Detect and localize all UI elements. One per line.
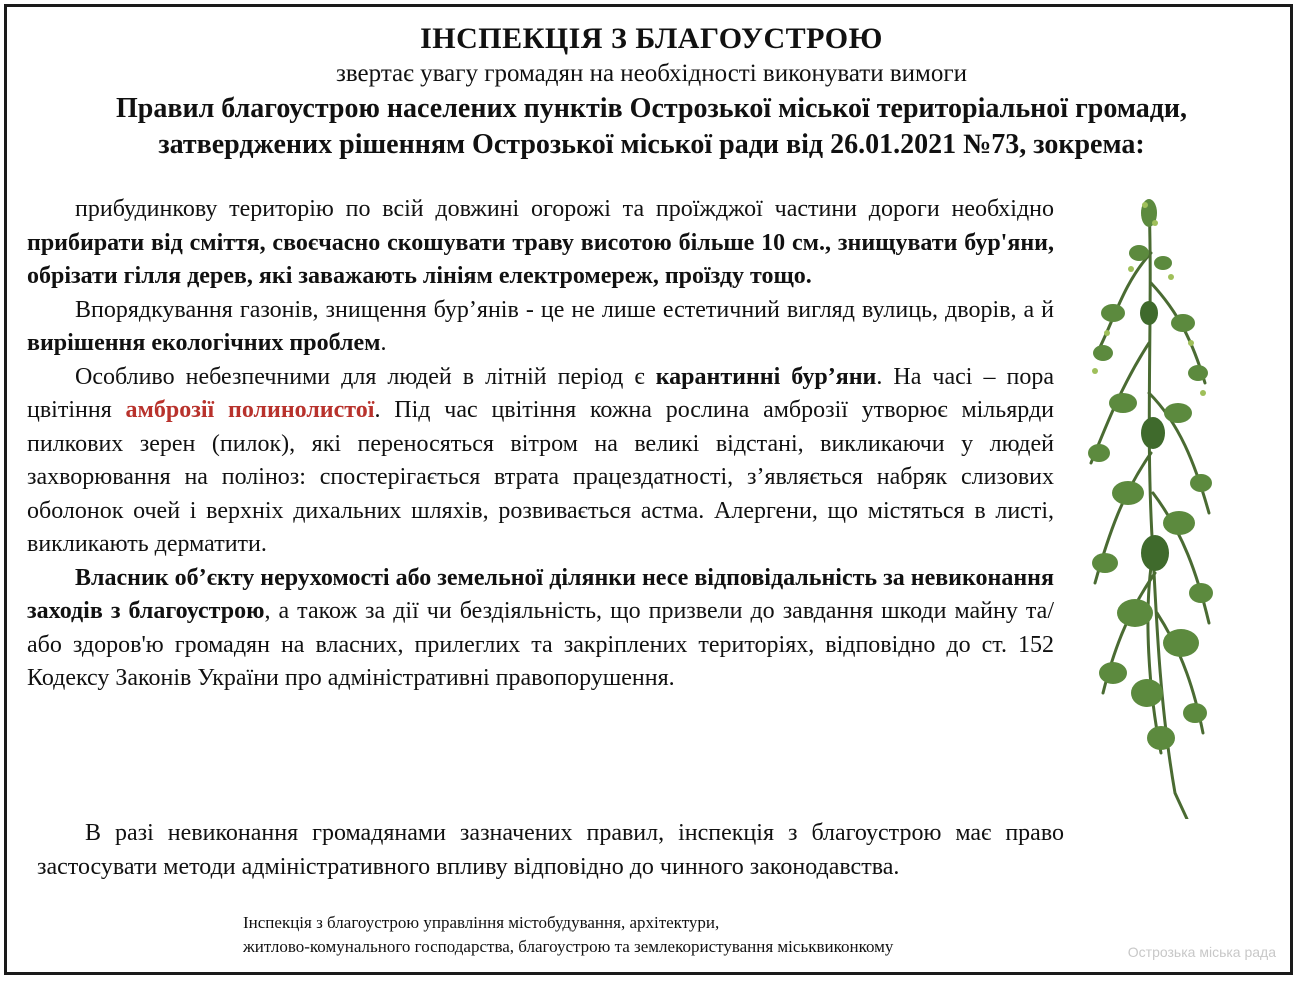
watermark-text: Острозька міська рада — [1127, 944, 1276, 960]
notice-closing — [37, 817, 1064, 884]
notice-header — [7, 21, 1296, 163]
paragraph-ragweed — [27, 361, 1054, 562]
notice-subtitle: звертає увагу громадян на необхідності виконувати вимоги — [336, 60, 967, 87]
paragraph-lawns-bold: вирішення екологічних проблем — [27, 330, 381, 356]
notice-body — [27, 193, 1054, 696]
paragraph-territory-bold: прибирати від сміття, своєчасно скошувати траву висотою більше 10 см., знищувати бур'яни, обрізати гілля дерев, які заважають лініям електромереж, проїзду тощо. — [27, 229, 1054, 289]
paragraph-lawns — [27, 294, 1054, 361]
rules-reference-line-2: затверджених рішенням Острозької міської ради від 26.01.2021 №73, зокрема: — [158, 129, 1145, 160]
paragraph-ragweed-text-1: Особливо небезпечними для людей в літній період є — [75, 363, 656, 390]
quarantine-weeds-bold: карантинні бур’яни — [655, 363, 877, 390]
paragraph-responsibility-bold: Власник об’єкту нерухомості або земельної ділянки несе відповідальність за невиконання заходів з благоустрою — [27, 564, 1054, 624]
signature-block — [243, 911, 893, 959]
paragraph-closing: В разі невиконання громадянами зазначених правил, інспекція з благоустрою має право застосувати методи адміністративного впливу відповідно до чинного законодавства. — [37, 820, 1064, 880]
paragraph-ragweed-text-3: . Під час цвітіння кожна рослина амброзії утворює мільярди пилкових зерен (пилок), які переносяться вітром на великі відстані, викликаючи у людей захворювання на поліноз: спостерігається втрата працездатності, з’являється набряк слизових оболонок очей і верхніх дихальних шляхів, розвивається астма. Алергени, що містяться в листі, викликають дерматити. — [27, 397, 1055, 557]
signature-line-2: житлово-комунального господарства, благоустрою та землекористування міськвиконкому — [243, 937, 894, 956]
paragraph-responsibility-text: , а також за дії чи бездіяльність, що призвели до завдання шкоди майну та/або здоров'ю громадян на власних, прилеглих та закріплених територіях, відповідно до ст. 152 Кодексу Законів України про адміністративні правопорушення. — [27, 598, 1054, 691]
notice-title: ІНСПЕКЦІЯ З БЛАГОУСТРОЮ — [420, 22, 883, 55]
ragweed-plant-image — [1083, 193, 1215, 819]
signature-line-1: Інспекція з благоустрою управління містобудування, архітектури, — [243, 913, 720, 932]
paragraph-territory — [27, 193, 1054, 294]
rules-reference-line-1: Правил благоустрою населених пунктів Острозької міської територіальної громади, — [115, 93, 1188, 124]
ragweed-name-highlight: амброзії полинолистої — [125, 397, 375, 423]
paragraph-lawns-text: Впорядкування газонів, знищення бур’янів - це не лише естетичний вигляд вулиць, дворів, а й — [75, 296, 1054, 323]
paragraph-territory-text: прибудинкову територію по всій довжині огорожі та проїжджої частини дороги необхідно — [75, 196, 1054, 222]
paragraph-responsibility — [27, 562, 1054, 696]
notice-frame — [4, 4, 1293, 975]
paragraph-ragweed-text-2: . На часі – пора цвітіння — [27, 363, 1054, 423]
paragraph-lawns-end: . — [380, 330, 387, 356]
